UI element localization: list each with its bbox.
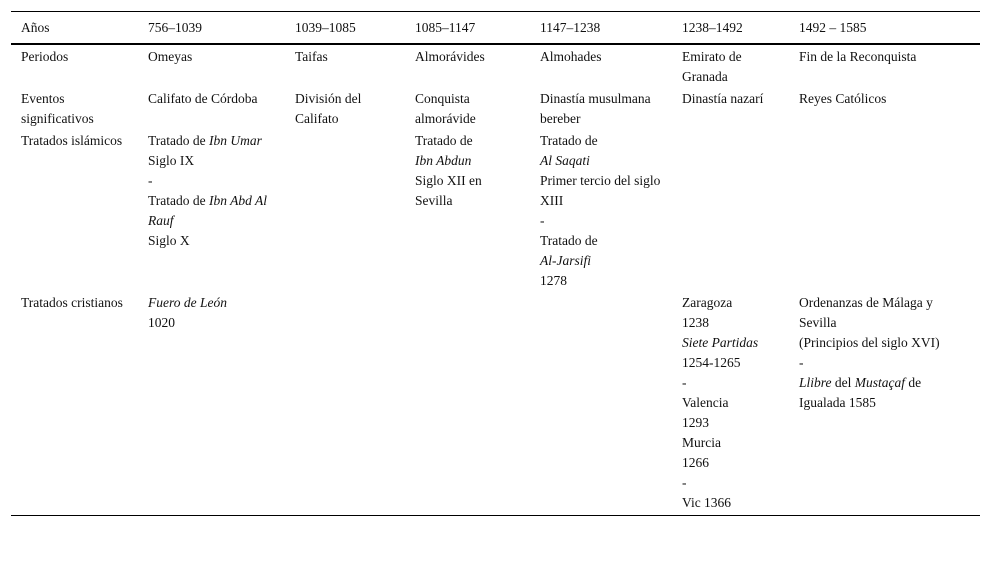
cell-text: 1278 (540, 273, 567, 288)
cell-text: Tratado de (415, 133, 473, 148)
column-header: 1039–1085 (285, 12, 405, 45)
column-header: 1147–1238 (530, 12, 672, 45)
table-row (11, 130, 980, 292)
table-cell (789, 130, 980, 292)
cell-text: Siglo XII en Sevilla (415, 173, 482, 208)
table-cell (530, 88, 672, 130)
cell-text: Valencia (682, 395, 729, 410)
cell-text: 1238 (682, 315, 709, 330)
row-label: Periodos (21, 49, 69, 64)
cell-text: del (831, 375, 855, 390)
table-row (11, 292, 980, 516)
column-header: 756–1039 (138, 12, 285, 45)
table-cell (405, 88, 530, 130)
cell-text: Siglo IX (148, 153, 195, 168)
row-label: Tratados cristianos (11, 292, 138, 516)
table-cell (672, 44, 789, 88)
table-cell (138, 44, 285, 88)
table-cell (530, 130, 672, 292)
table-cell (285, 292, 405, 516)
column-header: Años (11, 12, 138, 45)
cell-text: Tratado de (540, 233, 598, 248)
table-cell (405, 44, 530, 88)
table-cell (285, 88, 405, 130)
italic-text: Siete Partidas (682, 335, 759, 350)
italic-text: Fuero de León (148, 295, 227, 310)
table-cell (405, 292, 530, 516)
cell-text: Tratado de (540, 133, 598, 148)
column-header: 1085–1147 (405, 12, 530, 45)
cell-text: Conquista almorávide (415, 91, 476, 126)
table-cell (405, 130, 530, 292)
italic-text: Al Saqati (540, 153, 590, 168)
cell-text: Primer tercio del siglo XIII (540, 173, 661, 208)
cell-text: Ordenanzas de Málaga y Sevilla (799, 295, 933, 330)
italic-text: Ibn Umar (209, 133, 262, 148)
cell-text: 1266 (682, 455, 709, 470)
cell-text: - (682, 475, 687, 490)
table-cell (789, 292, 980, 516)
cell-text: Almohades (540, 49, 602, 64)
cell-text: Califato de Córdoba (148, 91, 258, 106)
column-header: 1492 – 1585 (789, 12, 980, 45)
row-label: Tratados islámicos (21, 133, 123, 148)
table-cell (672, 88, 789, 130)
cell-text: 1293 (682, 415, 709, 430)
table-cell (285, 130, 405, 292)
table-row (11, 88, 980, 130)
cell-text: Fin de la Reconquista (799, 49, 917, 64)
treaties-table (11, 11, 980, 516)
cell-text: Emirato de Granada (682, 49, 742, 84)
table-cell (789, 88, 980, 130)
table-cell (530, 292, 672, 516)
cell-text: Omeyas (148, 49, 193, 64)
cell-text: de Igualada 1585 (799, 375, 922, 410)
header-row (11, 12, 980, 45)
table-cell (138, 292, 285, 516)
table-cell (789, 44, 980, 88)
cell-text: Dinastía nazarí (682, 91, 764, 106)
cell-text: (Principios del siglo XVI) (799, 335, 940, 350)
cell-text: Taifas (295, 49, 328, 64)
cell-text: Zaragoza (682, 295, 733, 310)
cell-text: Almorávides (415, 49, 485, 64)
cell-text: 1020 (148, 315, 175, 330)
table-cell (138, 88, 285, 130)
cell-text: - (682, 375, 687, 390)
table-body (11, 44, 980, 516)
table-header (11, 12, 980, 45)
italic-text: Al-Jarsifi (540, 253, 591, 268)
cell-text: - (799, 355, 804, 370)
cell-text: Murcia (682, 435, 721, 450)
cell-text: Vic 1366 (682, 495, 732, 510)
table-cell (285, 44, 405, 88)
cell-text: Reyes Católicos (799, 91, 887, 106)
italic-text: Llibre (799, 375, 832, 390)
italic-text: Mustaçaf (854, 375, 906, 390)
italic-text: Ibn Abdun (415, 153, 472, 168)
row-label: Eventos significativos (21, 91, 94, 126)
table-cell (530, 44, 672, 88)
table-cell (672, 292, 789, 516)
table-cell (672, 130, 789, 292)
column-header: 1238–1492 (672, 12, 789, 45)
cell-text: Dinastía musulmana bereber (540, 91, 651, 126)
treaties-table-container (11, 11, 980, 516)
cell-text: - (540, 213, 545, 228)
table-row (11, 44, 980, 88)
cell-text: Tratado de (148, 133, 209, 148)
cell-text: 1254-1265 (682, 355, 741, 370)
cell-text: Siglo X (148, 233, 190, 248)
cell-text: Tratado de (148, 193, 209, 208)
cell-text: División del Califato (295, 91, 362, 126)
italic-text: Ibn Abd Al Rauf (148, 193, 268, 228)
cell-text: - (148, 173, 153, 188)
table-cell (138, 130, 285, 292)
